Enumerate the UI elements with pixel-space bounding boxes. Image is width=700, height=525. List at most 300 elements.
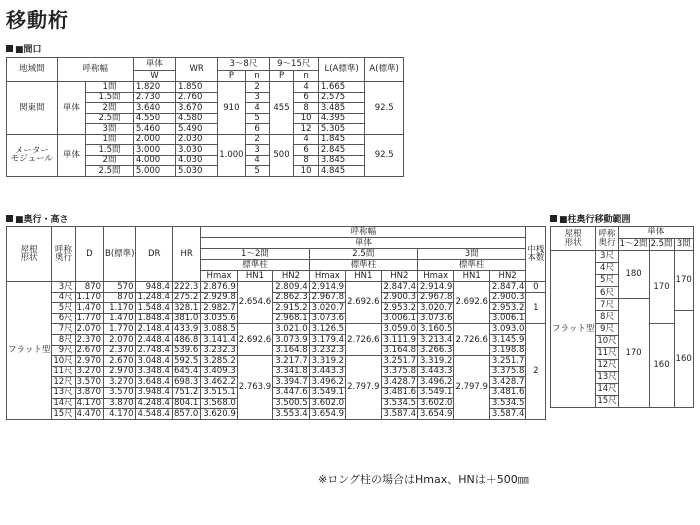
hn2-cell: 3.534.5 — [489, 398, 525, 409]
header-hn1: HN1 — [237, 271, 272, 282]
header-single: 単体 — [618, 227, 693, 239]
hn2-cell: 3.006.1 — [381, 313, 417, 324]
header-hmax: Hmax — [201, 271, 237, 282]
header-line: 形状 — [564, 237, 582, 248]
hn2-cell: 2.847.4 — [381, 282, 417, 293]
header-line: 奥行 — [55, 253, 73, 263]
name-cell: 3間 — [86, 124, 134, 135]
hmax-cell: 3.179.4 — [309, 334, 345, 345]
hr-cell: 645.4 — [172, 366, 200, 377]
hn2-cell: 3.198.8 — [489, 345, 525, 356]
pillar-name-cell: 9尺 — [596, 323, 618, 335]
hn2-cell: 3.375.8 — [381, 366, 417, 377]
header-b: B(標準) — [104, 227, 136, 282]
p-cell: 1.000 — [218, 134, 245, 176]
hn2-cell: 3.534.5 — [381, 398, 417, 409]
hmax-cell: 2.929.8 — [201, 292, 237, 303]
hr-cell: 328.1 — [172, 303, 200, 314]
hn2-cell: 3.251.7 — [489, 356, 525, 367]
name-cell: 2間 — [86, 155, 134, 166]
roof-cell: フラット型 — [7, 282, 52, 420]
table-row — [7, 82, 404, 93]
type-cell: 単体 — [57, 134, 86, 176]
hmax-cell: 3.549.1 — [418, 387, 454, 398]
hmax-cell: 3.020.7 — [309, 303, 345, 314]
header-roof — [551, 227, 596, 251]
hn2-cell: 2.953.2 — [381, 303, 417, 314]
b-cell: 2.970 — [104, 366, 136, 377]
hn1-cell: 2.797.9 — [346, 356, 381, 420]
pillar-name-cell: 3尺 — [596, 251, 618, 263]
hmax-cell: 2.876.9 — [201, 282, 237, 293]
table-row — [7, 134, 404, 145]
hmax-cell: 3.462.2 — [201, 377, 237, 388]
hn2-cell: 3.164.8 — [273, 345, 309, 356]
header-n: n — [245, 71, 269, 82]
header-w: W — [133, 71, 175, 82]
n-cell: 4 — [294, 82, 318, 93]
pillar-name-cell: 6尺 — [596, 287, 618, 299]
hmax-cell: 3.141.4 — [201, 334, 237, 345]
header-line: 呼称 — [55, 244, 73, 255]
b-cell: 3.870 — [104, 398, 136, 409]
wr-cell: 5.030 — [176, 166, 218, 177]
depth-section-title: ■奥行・高さ — [6, 212, 69, 225]
pillar-table — [550, 226, 694, 408]
hr-cell: 539.6 — [172, 345, 200, 356]
pillar-name-cell: 13尺 — [597, 372, 617, 383]
hr-cell: 804.1 — [172, 398, 200, 409]
hn2-cell: 3.217.7 — [273, 356, 309, 367]
hmax-cell: 3.073.6 — [309, 313, 345, 324]
b-cell: 4.170 — [104, 409, 136, 420]
w-cell: 5.000 — [133, 166, 175, 177]
header-range-3-8: 3～8尺 — [218, 58, 269, 71]
hmax-cell: 2.967.8 — [309, 292, 345, 303]
header-single: 単体 — [201, 238, 526, 249]
type-cell: 単体 — [57, 82, 86, 135]
hn2-cell: 3.428.7 — [489, 377, 525, 388]
hmax-cell: 3.232.3 — [309, 345, 345, 356]
wr-cell: 3.030 — [176, 145, 218, 156]
depth-name-cell: 7尺 — [52, 324, 75, 335]
header-line: 屋根 — [20, 244, 38, 255]
hmax-cell: 3.285.2 — [201, 356, 237, 367]
hmax-cell: 3.549.1 — [309, 387, 345, 398]
header-hmax: Hmax — [418, 271, 454, 282]
hmax-cell: 3.213.4 — [418, 334, 454, 345]
a-cell: 92.5 — [365, 134, 404, 176]
header-hmax: Hmax — [309, 271, 345, 282]
header-d: D — [75, 227, 103, 282]
n-cell: 4 — [294, 134, 318, 145]
n-cell: 6 — [294, 92, 318, 103]
header-hn2: HN2 — [273, 271, 309, 282]
pillar-name-cell: 11尺 — [597, 348, 617, 359]
hn2-cell: 3.145.9 — [489, 334, 525, 345]
w-cell: 5.460 — [133, 124, 175, 135]
l-cell: 4.395 — [318, 113, 364, 124]
dr-cell: 3.348.4 — [136, 366, 172, 377]
n-cell: 5 — [245, 166, 269, 177]
pillar-name-cell: 15尺 — [597, 396, 617, 407]
wr-cell: 4.030 — [176, 155, 218, 166]
hmax-cell: 2.967.8 — [418, 292, 454, 303]
name-cell: 1.5間 — [86, 145, 134, 156]
dr-cell: 948.4 — [136, 282, 172, 293]
mid-cell: 2 — [526, 324, 546, 419]
depth-name-cell: 5尺 — [52, 303, 75, 314]
hmax-cell: 3.443.3 — [309, 366, 345, 377]
wr-cell: 1.850 — [176, 82, 218, 93]
hmax-cell: 3.319.2 — [418, 356, 454, 367]
b-cell: 2.070 — [104, 334, 136, 345]
pillar-v1-cell: 180 — [618, 251, 649, 299]
header-group-1: 1～2間 — [201, 249, 309, 260]
hmax-cell: 2.982.7 — [201, 303, 237, 314]
hr-cell: 592.5 — [172, 356, 200, 367]
long-pillar-note: ※ロング柱の場合はHmax、HNは＋500㎜ — [318, 473, 529, 486]
l-cell: 3.485 — [318, 103, 364, 114]
hmax-cell: 3.073.6 — [418, 313, 454, 324]
header-std: 標準柱 — [309, 260, 417, 271]
w-cell: 3.640 — [133, 103, 175, 114]
n-cell: 8 — [294, 155, 318, 166]
l-cell: 2.575 — [318, 92, 364, 103]
header-name — [596, 227, 618, 251]
depth-name-cell: 4尺 — [52, 292, 75, 303]
b-cell: 1.470 — [104, 313, 136, 324]
n-cell: 10 — [294, 113, 318, 124]
n-cell: 8 — [294, 103, 318, 114]
l-cell: 3.845 — [318, 155, 364, 166]
pillar-v3-cell: 160 — [674, 311, 693, 408]
header-line: モジュール — [10, 154, 53, 164]
header-hn1: HN1 — [454, 271, 489, 282]
p-cell: 500 — [269, 134, 294, 176]
wr-cell: 2.030 — [176, 134, 218, 145]
header-line: 呼称 — [598, 229, 616, 239]
d-cell: 1.470 — [75, 303, 103, 314]
table-row — [551, 251, 694, 263]
hn2-cell: 3.073.9 — [273, 334, 309, 345]
w-cell: 2.730 — [133, 92, 175, 103]
n-cell: 3 — [245, 145, 269, 156]
name-cell: 2間 — [86, 103, 134, 114]
header-hr: HR — [172, 227, 200, 282]
hn2-cell: 3.447.6 — [273, 387, 309, 398]
n-cell: 2 — [245, 82, 269, 93]
header-line: 中桟 — [527, 244, 545, 255]
hr-cell: 751.2 — [172, 387, 200, 398]
hr-cell: 698.3 — [172, 377, 200, 388]
pillar-v1-cell: 170 — [618, 299, 649, 408]
region-cell — [7, 134, 58, 176]
b-cell: 2.670 — [104, 356, 136, 367]
dr-cell: 2.148.4 — [136, 324, 172, 335]
depth-table — [6, 226, 546, 420]
hn2-cell: 3.164.8 — [381, 345, 417, 356]
dr-cell: 3.948.4 — [136, 387, 172, 398]
hmax-cell: 3.620.9 — [201, 409, 237, 420]
header-dr: DR — [136, 227, 172, 282]
b-cell: 3.570 — [104, 387, 136, 398]
hmax-cell: 3.409.3 — [201, 366, 237, 377]
a-cell: 92.5 — [365, 82, 404, 135]
hn2-cell: 3.587.4 — [489, 409, 525, 420]
w-cell: 2.000 — [133, 134, 175, 145]
d-cell: 2.370 — [75, 334, 103, 345]
hn2-cell: 3.341.8 — [273, 366, 309, 377]
name-cell: 1間 — [86, 82, 134, 93]
table-row — [7, 282, 546, 293]
b-cell: 870 — [104, 292, 136, 303]
hn1-cell: 2.692.6 — [237, 324, 272, 356]
hn2-cell: 3.006.1 — [489, 313, 525, 324]
header-name: 呼称幅 — [57, 58, 133, 82]
hn1-cell: 2.763.9 — [237, 356, 272, 420]
hmax-cell: 3.515.1 — [201, 387, 237, 398]
header-l: L(A標準) — [318, 58, 364, 82]
header-p: P — [218, 71, 245, 82]
hmax-cell: 3.126.5 — [309, 324, 345, 335]
hn2-cell: 2.900.3 — [381, 292, 417, 303]
hn2-cell: 2.915.2 — [273, 303, 309, 314]
header-roof — [7, 227, 52, 282]
header-p: P — [269, 71, 294, 82]
header-group-2: 2.5間 — [650, 239, 673, 250]
hmax-cell: 3.088.5 — [201, 324, 237, 335]
hn2-cell: 3.553.4 — [273, 409, 309, 420]
hmax-cell: 2.914.9 — [418, 282, 454, 293]
w-cell: 1.820 — [133, 82, 175, 93]
header-a: A(標準) — [365, 58, 404, 82]
b-cell: 1.770 — [104, 324, 136, 335]
mid-cell: 0 — [526, 282, 546, 293]
d-cell: 4.470 — [75, 409, 103, 420]
header-mid — [526, 227, 546, 282]
dr-cell: 3.648.4 — [136, 377, 172, 388]
mid-cell: 1 — [526, 292, 546, 324]
w-cell: 4.550 — [133, 113, 175, 124]
dr-cell: 2.748.4 — [136, 345, 172, 356]
page-title: 移動桁 — [6, 8, 69, 32]
depth-name-cell: 3尺 — [52, 282, 75, 293]
hn2-cell: 3.428.7 — [381, 377, 417, 388]
b-cell: 3.270 — [104, 377, 136, 388]
pillar-name-cell: 5尺 — [596, 275, 618, 287]
table-row — [7, 58, 404, 71]
p-cell: 455 — [269, 82, 294, 135]
table-row — [551, 227, 694, 239]
hn2-cell: 3.394.7 — [273, 377, 309, 388]
header-name — [52, 227, 75, 282]
depth-name-cell: 14尺 — [52, 398, 75, 409]
hmax-cell: 3.602.0 — [309, 398, 345, 409]
header-line: メーター — [14, 145, 49, 156]
header-group-1: 1～2間 — [619, 239, 648, 250]
hmax-cell: 3.266.3 — [418, 345, 454, 356]
pillar-v2-cell: 160 — [649, 323, 674, 408]
dr-cell: 1.848.4 — [136, 313, 172, 324]
hn1-cell: 2.726.6 — [454, 324, 489, 356]
header-line: 奥行 — [598, 237, 616, 248]
n-cell: 4 — [245, 103, 269, 114]
header-wr: WR — [176, 58, 218, 82]
wr-cell: 5.490 — [176, 124, 218, 135]
pillar-name-cell: 4尺 — [596, 263, 618, 275]
wr-cell: 2.760 — [176, 92, 218, 103]
header-group-2: 2.5間 — [309, 249, 417, 260]
depth-name-cell: 8尺 — [52, 334, 75, 345]
pillar-section-title: ■柱奥行移動範囲 — [550, 212, 631, 225]
n-cell: 2 — [245, 134, 269, 145]
l-cell: 4.845 — [318, 166, 364, 177]
hmax-cell: 2.914.9 — [309, 282, 345, 293]
p-cell: 910 — [218, 82, 245, 135]
d-cell: 1.170 — [75, 292, 103, 303]
dr-cell: 1.248.4 — [136, 292, 172, 303]
b-cell: 2.370 — [104, 345, 136, 356]
n-cell: 12 — [294, 124, 318, 135]
n-cell: 3 — [245, 92, 269, 103]
d-cell: 870 — [75, 282, 103, 293]
pillar-name-cell: 7尺 — [596, 299, 618, 311]
depth-name-cell: 9尺 — [52, 345, 75, 356]
header-line: 形状 — [20, 253, 38, 263]
hmax-cell: 3.020.7 — [418, 303, 454, 314]
depth-name-cell: 11尺 — [52, 366, 75, 377]
header-hn2: HN2 — [489, 271, 525, 282]
hn2-cell: 3.587.4 — [381, 409, 417, 420]
pillar-name-cell: 8尺 — [596, 311, 618, 323]
w-cell: 4.000 — [133, 155, 175, 166]
depth-name-cell: 12尺 — [52, 377, 75, 388]
depth-name-cell: 6尺 — [52, 313, 75, 324]
depth-name-cell: 13尺 — [52, 387, 75, 398]
hn2-cell: 3.500.5 — [273, 398, 309, 409]
header-n: n — [294, 71, 318, 82]
hn2-cell: 3.093.0 — [489, 324, 525, 335]
hmax-cell: 3.496.2 — [418, 377, 454, 388]
depth-name-cell: 10尺 — [52, 356, 75, 367]
header-range-9-15: 9～15尺 — [269, 58, 318, 71]
d-cell: 3.570 — [75, 377, 103, 388]
hmax-cell: 3.443.3 — [418, 366, 454, 377]
d-cell: 1.770 — [75, 313, 103, 324]
header-std: 標準柱 — [201, 260, 309, 271]
l-cell: 5.305 — [318, 124, 364, 135]
header-single: 単体 — [133, 58, 175, 71]
hn2-cell: 3.375.8 — [489, 366, 525, 377]
hr-cell: 381.0 — [172, 313, 200, 324]
pillar-name-cell: 10尺 — [597, 335, 617, 346]
d-cell: 3.270 — [75, 366, 103, 377]
dr-cell: 4.248.4 — [136, 398, 172, 409]
name-cell: 2.5間 — [86, 166, 134, 177]
name-cell: 1間 — [86, 134, 134, 145]
pillar-name-cell: 12尺 — [597, 360, 617, 371]
dr-cell: 1.548.4 — [136, 303, 172, 314]
header-line: 本数 — [527, 253, 545, 263]
dr-cell: 4.548.4 — [136, 409, 172, 420]
header-region: 地域間 — [7, 58, 58, 82]
region-cell: 関東間 — [7, 82, 58, 135]
dr-cell: 3.048.4 — [136, 356, 172, 367]
n-cell: 6 — [245, 124, 269, 135]
wr-cell: 4.580 — [176, 113, 218, 124]
hr-cell: 486.8 — [172, 334, 200, 345]
hn2-cell: 2.847.4 — [489, 282, 525, 293]
hn1-cell: 2.726.6 — [346, 324, 381, 356]
pillar-name-cell: 14尺 — [597, 384, 617, 395]
l-cell: 1.665 — [318, 82, 364, 93]
opening-table — [6, 57, 404, 177]
hn1-cell: 2.692.6 — [454, 282, 489, 324]
hn2-cell: 2.809.4 — [273, 282, 309, 293]
hn2-cell: 2.968.1 — [273, 313, 309, 324]
name-cell: 2.5間 — [86, 113, 134, 124]
hmax-cell: 3.496.2 — [309, 377, 345, 388]
hn2-cell: 2.900.3 — [489, 292, 525, 303]
hmax-cell: 3.232.3 — [201, 345, 237, 356]
hn2-cell: 3.059.0 — [381, 324, 417, 335]
opening-section-title: ■間口 — [6, 42, 42, 55]
table-row — [7, 356, 546, 367]
d-cell: 2.970 — [75, 356, 103, 367]
hmax-cell: 3.602.0 — [418, 398, 454, 409]
table-row — [7, 324, 546, 335]
pillar-v2-cell: 170 — [649, 251, 674, 324]
hn2-cell: 2.862.3 — [273, 292, 309, 303]
hmax-cell: 3.035.6 — [201, 313, 237, 324]
d-cell: 4.170 — [75, 398, 103, 409]
n-cell: 6 — [294, 145, 318, 156]
hn2-cell: 3.481.6 — [489, 387, 525, 398]
n-cell: 5 — [245, 113, 269, 124]
b-cell: 570 — [104, 282, 136, 293]
depth-name-cell: 15尺 — [52, 409, 75, 420]
hr-cell: 222.3 — [172, 282, 200, 293]
wr-cell: 3.670 — [176, 103, 218, 114]
n-cell: 10 — [294, 166, 318, 177]
roof-cell: フラット型 — [551, 251, 596, 408]
hn1-cell: 2.654.6 — [237, 282, 272, 324]
hmax-cell: 3.568.0 — [201, 398, 237, 409]
header-group-3: 3間 — [418, 249, 526, 260]
hr-cell: 275.2 — [172, 292, 200, 303]
header-hn1: HN1 — [346, 271, 381, 282]
hn2-cell: 3.251.7 — [381, 356, 417, 367]
hn2-cell: 2.953.2 — [489, 303, 525, 314]
name-cell: 1.5間 — [86, 92, 134, 103]
dr-cell: 2.448.4 — [136, 334, 172, 345]
table-row — [7, 227, 546, 238]
d-cell: 3.870 — [75, 387, 103, 398]
header-hn2: HN2 — [381, 271, 417, 282]
hn2-cell: 3.021.0 — [273, 324, 309, 335]
hmax-cell: 3.654.9 — [309, 409, 345, 420]
header-line: 屋根 — [564, 229, 582, 239]
n-cell: 4 — [245, 155, 269, 166]
d-cell: 2.070 — [75, 324, 103, 335]
hn1-cell: 2.692.6 — [346, 282, 381, 324]
header-group-3: 3間 — [674, 239, 693, 251]
b-cell: 1.170 — [104, 303, 136, 314]
pillar-v3-cell: 170 — [674, 251, 693, 311]
header-width: 呼称幅 — [201, 227, 526, 238]
hr-cell: 857.0 — [172, 409, 200, 420]
